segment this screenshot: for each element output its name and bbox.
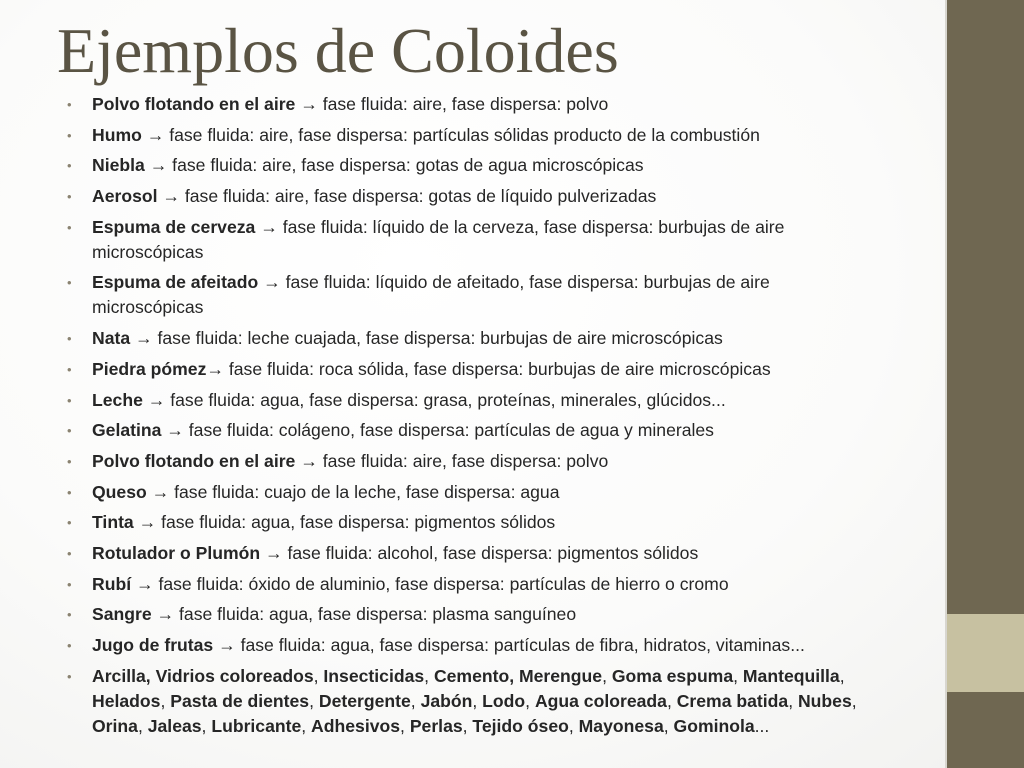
colloid-description: → fase fluida: óxido de aluminio, fase dispersa: partículas de hierro o cromo [131, 573, 729, 594]
list-item [64, 184, 876, 209]
colloid-name: Sangre [92, 604, 152, 625]
colloid-description: → fase fluida: aire, fase dispersa: partículas sólidas producto de la combustión [141, 124, 760, 145]
list-item [64, 572, 876, 597]
list-item [64, 510, 876, 535]
bullet-icon: • [67, 607, 72, 623]
list-item [64, 123, 876, 148]
example-name: Detergente [318, 690, 411, 711]
separator-text: , [313, 665, 324, 686]
separator-text: , [400, 715, 410, 736]
colloid-name: Rubí [92, 573, 132, 594]
bullet-icon: • [67, 275, 72, 291]
list-item [64, 418, 876, 443]
example-name: Tejido óseo [472, 715, 569, 736]
colloid-description: → fase fluida: leche cuajada, fase dispersa: burbujas de aire microscópicas [130, 328, 723, 349]
list-item [64, 357, 876, 382]
colloid-description: → fase fluida: aire, fase dispersa: polvo [295, 94, 609, 114]
colloid-description: → fase fluida: alcohol, fase dispersa: pigmentos sólidos [260, 542, 699, 563]
separator-text: , [462, 715, 473, 736]
separator-text: , [851, 690, 857, 711]
colloid-name: Jugo de frutas [92, 635, 214, 655]
example-name: Orina [92, 715, 138, 736]
colloid-name: Polvo flotando en el aire [92, 94, 296, 114]
separator-text: , [201, 715, 212, 736]
bullet-icon: • [67, 392, 72, 408]
list-item [64, 153, 876, 178]
colloid-name: Humo [92, 124, 142, 145]
bullet-icon: • [67, 219, 72, 235]
colloid-name: Aerosol [92, 186, 158, 207]
list-item [64, 449, 876, 474]
example-name: Mayonesa [578, 715, 664, 736]
colloid-description: → fase fluida: aire, fase dispersa: polvo [295, 450, 609, 471]
separator-text: , [733, 665, 743, 686]
colloid-description: → fase fluida: aire, fase dispersa: gotas de agua microscópicas [144, 155, 644, 176]
separator-text: , [309, 690, 319, 711]
separator-text: ... [754, 715, 770, 736]
bullet-icon: • [67, 576, 72, 592]
example-name: Jabón [420, 690, 473, 711]
separator-text: , [160, 690, 171, 711]
colloid-name: Polvo flotando en el aire [92, 450, 296, 471]
separator-text: , [525, 690, 535, 711]
list-item [64, 480, 876, 505]
list-item [64, 541, 876, 566]
separator-text: , [788, 690, 798, 711]
bullet-icon: • [67, 545, 72, 561]
bullet-icon: • [67, 453, 72, 469]
bullet-icon: • [67, 423, 72, 439]
colloid-description: → fase fluida: líquido de afeitado, fase dispersa: burbujas de aire microscópicas [92, 272, 770, 318]
bullet-icon: • [67, 484, 72, 500]
separator-text: , [568, 715, 579, 736]
list-item [64, 633, 876, 658]
colloid-name: Piedra pómez [92, 358, 207, 379]
example-name: Crema batida [676, 690, 789, 711]
bullet-icon: • [67, 638, 72, 653]
colloid-name: Espuma de afeitado [92, 272, 259, 293]
separator-text: , [472, 690, 483, 711]
separator-text: , [666, 690, 677, 711]
separator-text: , [839, 665, 845, 686]
bullet-icon: • [67, 127, 72, 143]
example-name: Insecticidas [323, 665, 425, 686]
example-name: Cemento, Merengue [433, 665, 603, 686]
list-item [64, 388, 876, 413]
colloid-name: Queso [92, 481, 147, 502]
colloid-description: → fase fluida: agua, fase dispersa: partículas de fibra, hidratos, vitaminas... [213, 635, 805, 655]
bullet-icon: • [67, 158, 72, 174]
bullet-icon: • [67, 331, 72, 347]
example-name: Gominola [673, 715, 755, 736]
example-name: Arcilla, Vidrios coloreados [92, 665, 314, 686]
slide-title: Ejemplos de Coloides [57, 15, 619, 86]
decorative-side-block [947, 614, 1024, 692]
bullet-icon: • [67, 189, 72, 205]
separator-text: , [137, 715, 148, 736]
separator-text: , [301, 715, 312, 736]
colloid-description: → fase fluida: colágeno, fase dispersa: partículas de agua y minerales [161, 420, 714, 441]
bullet-icon: • [67, 668, 72, 684]
list-item [64, 270, 876, 320]
example-name: Mantequilla [742, 665, 840, 686]
example-name: Lubricante [211, 715, 302, 736]
list-item [64, 215, 876, 265]
example-name: Jaleas [147, 715, 202, 736]
list-item [64, 326, 876, 351]
bullet-list [64, 92, 876, 744]
colloid-name: Tinta [92, 512, 134, 533]
separator-text: , [424, 665, 434, 686]
separator-text: , [410, 690, 421, 711]
colloid-description: → fase fluida: aire, fase dispersa: gotas de líquido pulverizadas [157, 186, 657, 207]
separator-text: , [602, 665, 612, 686]
bullet-icon: • [67, 97, 72, 112]
example-name: Agua coloreada [534, 690, 667, 711]
colloid-description: → fase fluida: cuajo de la leche, fase dispersa: agua [146, 481, 560, 502]
example-name: Pasta de dientes [170, 690, 310, 711]
colloid-name: Espuma de cerveza [92, 216, 256, 237]
colloid-name: Niebla [92, 155, 145, 176]
colloid-name: Gelatina [92, 420, 162, 441]
example-name: Nubes [797, 690, 852, 711]
example-name: Helados [92, 690, 161, 711]
example-name: Lodo [482, 690, 526, 711]
separator-text: , [663, 715, 674, 736]
colloid-name: Rotulador o Plumón [92, 542, 261, 563]
bullet-icon: • [67, 361, 72, 377]
colloid-description: → fase fluida: agua, fase dispersa: grasa, proteínas, minerales, glúcidos... [142, 389, 726, 410]
colloid-description: → fase fluida: agua, fase dispersa: plasma sanguíneo [151, 604, 577, 625]
colloid-description: → fase fluida: líquido de la cerveza, fase dispersa: burbujas de aire microscópicas [92, 216, 785, 262]
colloid-description: → fase fluida: roca sólida, fase dispersa: burbujas de aire microscópicas [206, 358, 771, 379]
colloid-name: Leche [92, 389, 143, 410]
list-item [64, 92, 876, 117]
example-name: Adhesivos [311, 715, 401, 736]
bullet-icon: • [67, 515, 72, 531]
example-name: Perlas [409, 715, 463, 736]
list-item [64, 602, 876, 627]
example-name: Goma espuma [611, 665, 734, 686]
colloid-name: Nata [92, 328, 131, 349]
list-item-examples [64, 664, 876, 739]
colloid-description: → fase fluida: agua, fase dispersa: pigmentos sólidos [133, 512, 556, 533]
